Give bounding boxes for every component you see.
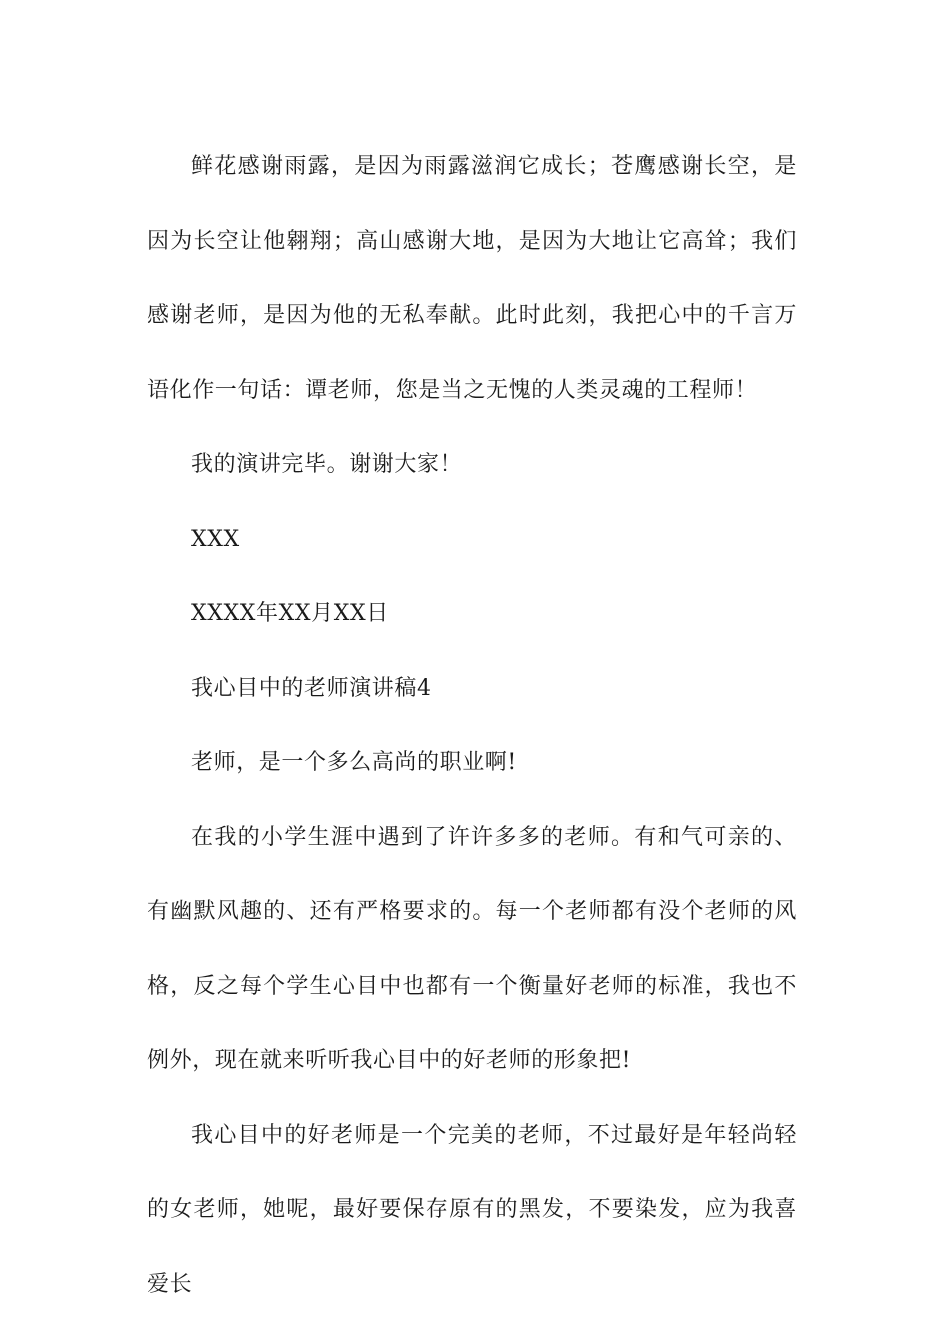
paragraph-ideal-teacher: 我心目中的好老师是一个完美的老师，不过最好是年轻尚轻的女老师，她呢，最好要保存原有的黑发，不要染发，应为我喜爱长 [147,1122,797,1297]
document-body [147,130,797,1322]
paragraph-gratitude: 鲜花感谢雨露，是因为雨露滋润它成长；苍鹰感谢长空，是因为长空让他翱翔；高山感谢大地，是因为大地让它高耸；我们感谢老师，是因为他的无私奉献。此时此刻，我把心中的千言万语化作一句话：谭老师，您是当之无愧的人类灵魂的工程师！ [147,154,797,403]
section-title: 我心目中的老师演讲稿4 [191,675,432,701]
paragraph-closing: 我的演讲完毕。谢谢大家！ [191,452,463,477]
paragraph-intro: 老师，是一个多么高尚的职业啊! [191,750,517,775]
signature-date: XXXX年XX月XX日 [191,601,389,626]
signature-name: XXX [191,526,240,552]
paragraph-teachers: 在我的小学生涯中遇到了许许多多的老师。有和气可亲的、有幽默风趣的、还有严格要求的。每一个老师都有没个老师的风格，反之每个学生心目中也都有一个衡量好老师的标准，我也不例外，现在就来听听我心目中的好老师的形象把! [147,824,797,1073]
